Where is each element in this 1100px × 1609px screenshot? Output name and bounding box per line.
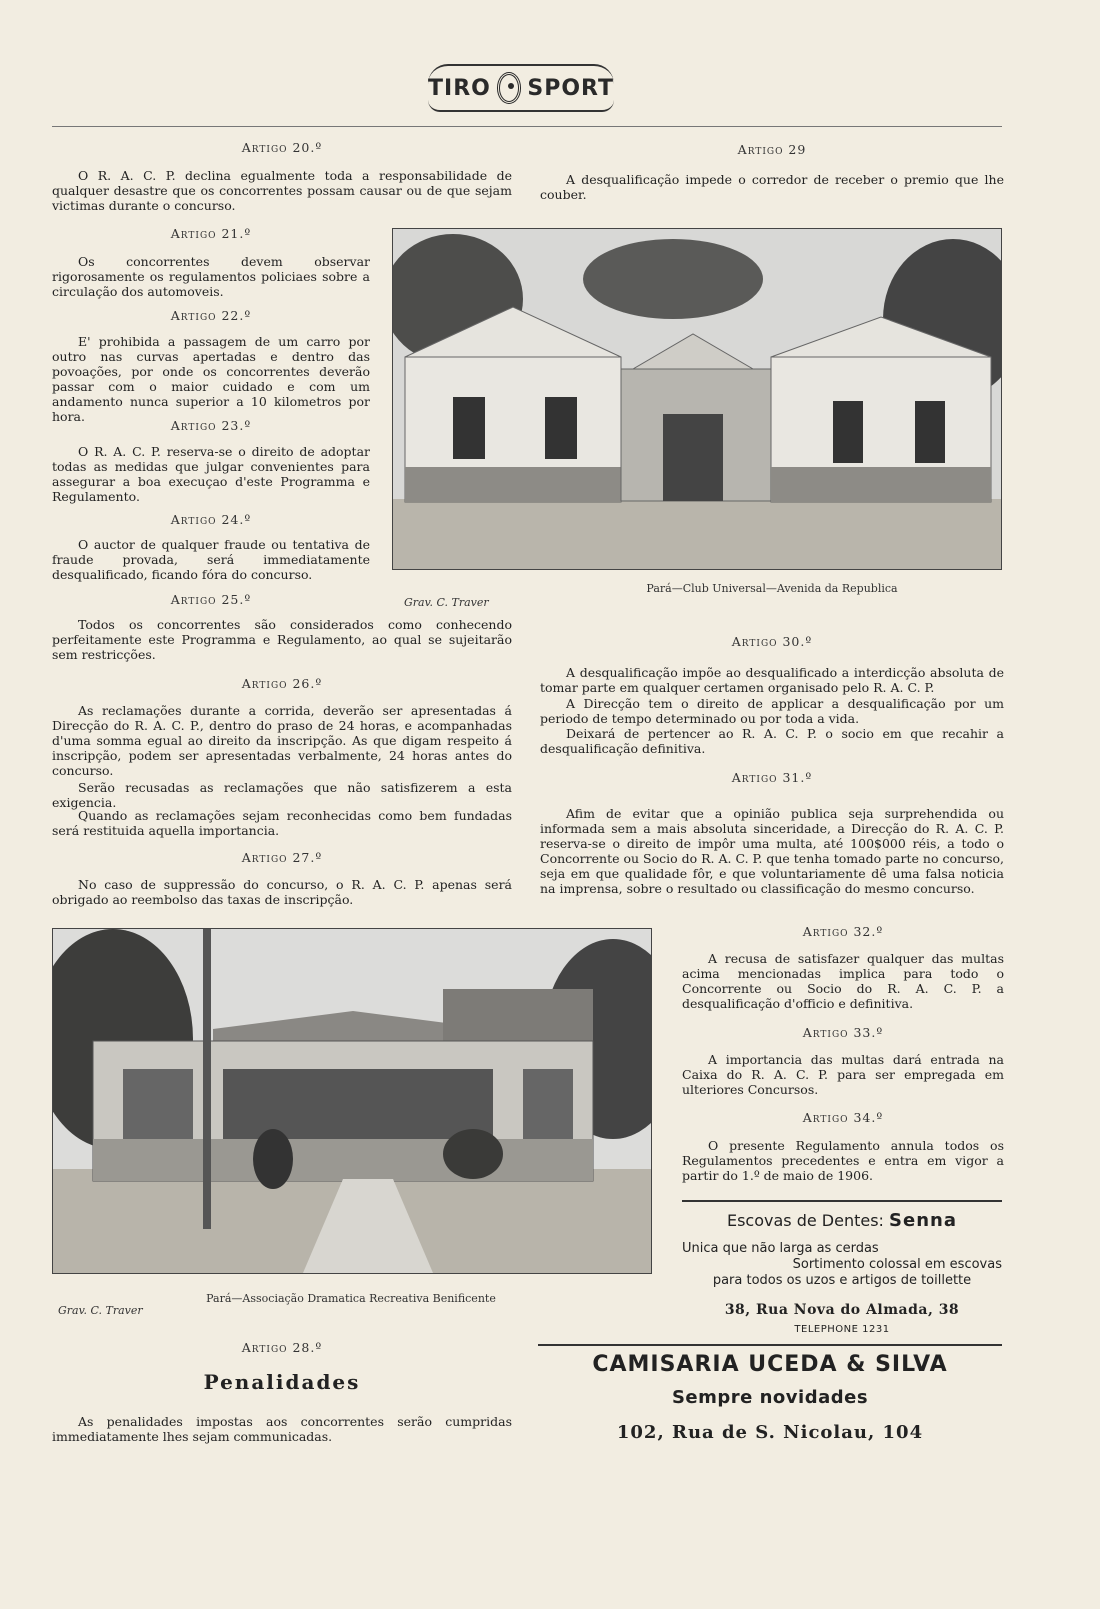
title-penalidades: Penalidades [203,1370,361,1394]
text-artigo-29: A desqualificação impede o corredor de receber o premio que lhe couber. [540,172,1004,202]
ad-camisaria-rule [538,1344,1002,1346]
ad-escovas-line2: Sortimento colossal em escovas [792,1257,1002,1272]
heading-artigo-24: Artigo 24.º [170,512,252,527]
photo-associacao-dramatica [52,928,652,1274]
ad-camisaria-address: 102, Rua de S. Nicolau, 104 [616,1422,924,1443]
heading-artigo-29: Artigo 29 [737,142,807,157]
ad-escovas-line3: para todos os uzos e artigos de toillette [712,1273,972,1288]
masthead-left: TIRO [428,75,491,101]
text-artigo-20: O R. A. C. P. declina egualmente toda a responsabilidade de qualquer desastre que os concorrentes possam causar ou de que sejam victimas durante o concurso. [52,168,512,213]
ad-escovas-rule [682,1200,1002,1202]
text-artigo-32: A recusa de satisfazer qualquer das multas acima mencionadas implica para todo o Concorrente ou Socio do R. A. C. P. a desqualificação d'officio e definitiva. [682,951,1004,1011]
heading-artigo-33: Artigo 33.º [802,1025,884,1040]
ad-escovas-telephone: TELEPHONE 1231 [794,1324,890,1335]
text-artigo-25: Todos os concorrentes são considerados como conhecendo perfeitamente este Programma e Regulamento, ao qual se sujeitarão sem restricções. [52,617,512,662]
heading-artigo-22: Artigo 22.º [170,308,252,323]
text-artigo-27: No caso de suppressão do concurso, o R. A. C. P. apenas será obrigado ao reembolso das taxas de inscripção. [52,877,512,907]
ad-camisaria-name: CAMISARIA UCEDA & SILVA [592,1352,948,1377]
heading-artigo-28: Artigo 28.º [241,1340,323,1355]
text-artigo-23: O R. A. C. P. reserva-se o direito de adoptar todas as medidas que julgar convenientes para assegurar a boa execuçao d'este Programma e Regulamento. [52,444,370,504]
heading-artigo-32: Artigo 32.º [802,924,884,939]
caption-top: Pará—Club Universal—Avenida da Republica [646,582,898,595]
heading-artigo-20: Artigo 20.º [241,140,323,155]
ad-escovas-address: 38, Rua Nova do Almada, 38 [724,1302,960,1318]
text-artigo-24: O auctor de qualquer fraude ou tentativa de fraude provada, será immediatamente desqualificado, ficando fóra do concurso. [52,537,370,582]
text-artigo-26-p3: Quando as reclamações sejam reconhecidas como bem fundadas será restituida aquella importancia. [52,808,512,838]
ad-camisaria-slogan: Sempre novidades [671,1387,869,1408]
heading-artigo-27: Artigo 27.º [241,850,323,865]
heading-artigo-23: Artigo 23.º [170,418,252,433]
credit-bottom: Grav. C. Traver [58,1304,143,1317]
ad-escovas-title-prefix: Escovas de Dentes: [726,1211,884,1230]
heading-artigo-25: Artigo 25.º [170,592,252,607]
masthead-right: SPORT [527,75,614,101]
text-artigo-30-p2: A Direcção tem o direito de applicar a desqualificação por um periodo de tempo determinado ou por toda a vida. [540,696,1004,726]
ad-escovas-brand: Senna [889,1210,957,1231]
text-artigo-22: E' prohibida a passagem de um carro por outro nas curvas apertadas e dentro das povoações, por onde os concorrentes deverão passar com o maior cuidado e com um andamento nunca superior a 10 kilometros por hora. [52,334,370,424]
building-illustration [393,229,1001,569]
garden-building-illustration [53,929,651,1273]
text-artigo-30-p1: A desqualificação impõe ao desqualificado a interdicção absoluta de tomar parte em qualquer certamen organisado pelo R. A. C. P. [540,665,1004,695]
header-rule [52,126,1002,127]
credit-top: Grav. C. Traver [404,596,489,609]
target-icon [497,72,522,104]
text-artigo-30-p3: Deixará de pertencer ao R. A. C. P. o socio em que recahir a desqualificação definitiva. [540,726,1004,756]
text-artigo-34: O presente Regulamento annula todos os Regulamentos precedentes e entra em vigor a partir do 1.º de maio de 1906. [682,1138,1004,1183]
text-artigo-26-p1: As reclamações durante a corrida, deverão ser apresentadas á Direcção do R. A. C. P., dentro do praso de 24 horas, e acompanhadas d'uma somma egual ao direito da inscripção. As que digam respeito á inscripção, podem ser apresentadas verbalmente, 24 horas antes do concurso. [52,703,512,778]
text-artigo-21: Os concorrentes devem observar rigorosamente os regulamentos policiaes sobre a circulação dos automoveis. [52,254,370,299]
heading-artigo-34: Artigo 34.º [802,1110,884,1125]
text-artigo-26-p2: Serão recusadas as reclamações que não satisfizerem a esta exigencia. [52,780,512,810]
heading-artigo-31: Artigo 31.º [731,770,813,785]
ad-escovas-line1: Unica que não larga as cerdas [682,1241,879,1256]
heading-artigo-30: Artigo 30.º [731,634,813,649]
ad-escovas-title [682,1210,1002,1231]
text-artigo-28: As penalidades impostas aos concorrentes serão cumpridas immediatamente lhes sejam communicadas. [52,1414,512,1444]
heading-artigo-26: Artigo 26.º [241,676,323,691]
caption-bottom: Pará—Associação Dramatica Recreativa Benificente [206,1292,496,1305]
heading-artigo-21: Artigo 21.º [170,226,252,241]
photo-club-universal [392,228,1002,570]
text-artigo-31: Afim de evitar que a opinião publica seja surprehendida ou informada sem a mais absoluta sinceridade, a Direcção do R. A. C. P. reserva-se o direito de impôr uma multa, até 100$000 réis, a todo o Concorrente ou Socio do R. A. C. P. que tenha tomado parte no concurso, seja em que qualidade fôr, e que voluntariamente dê uma falsa noticia na imprensa, sobre o resultado ou classificação do mesmo concurso. [540,806,1004,896]
text-artigo-33: A importancia das multas dará entrada na Caixa do R. A. C. P. para ser empregada em ulteriores Concursos. [682,1052,1004,1097]
masthead-logo [428,64,614,112]
